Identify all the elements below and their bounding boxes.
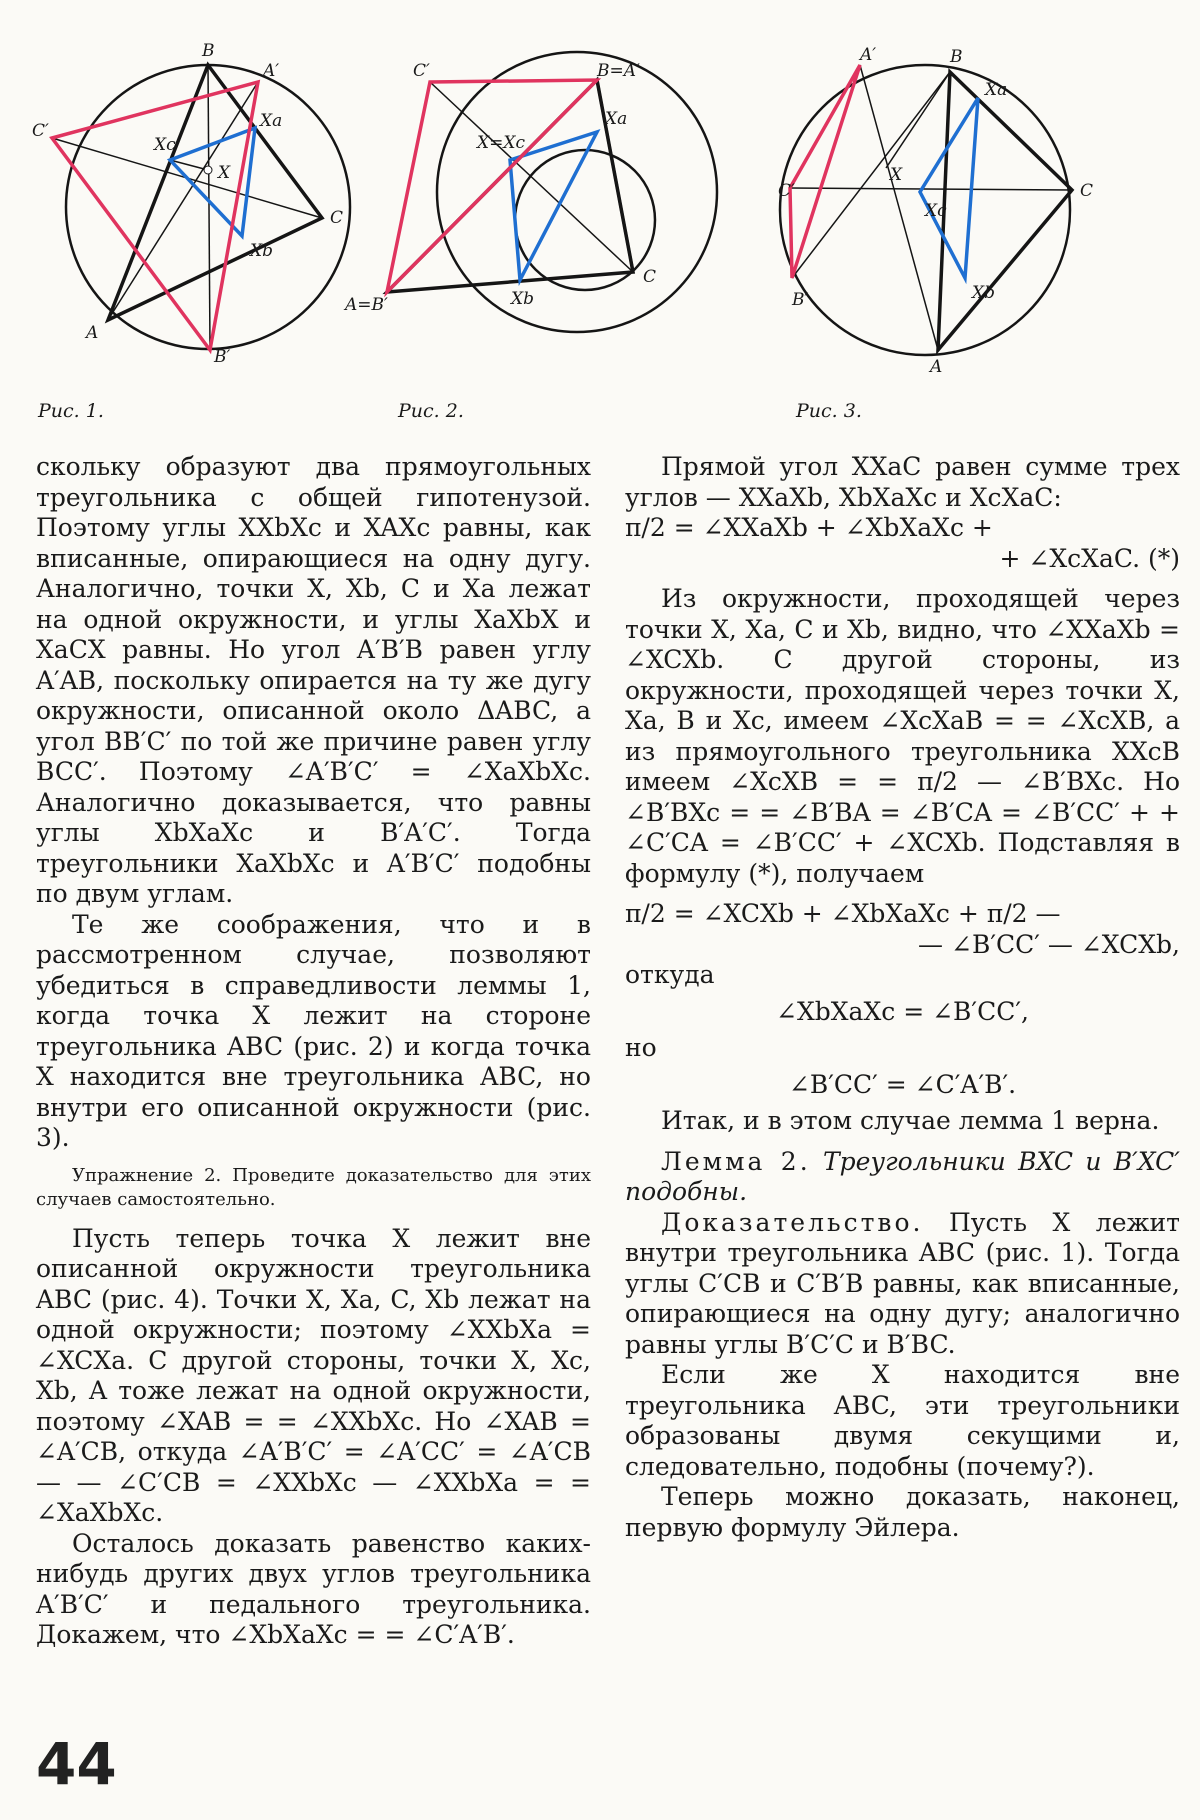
paragraph: Итак, и в этом случае лемма 1 верна. xyxy=(661,1106,1160,1135)
paragraph: скольку образуют два прямоугольных треугольника с общей гипотенузой. Поэтому углы XXbXc и XAXc равны, как вписанные, опирающиеся на одну дугу. Аналогично, точки X, Xb, C и Xa лежат на одной окружности, и углы XaXbX и XaCX равны. Но угол A′B′B равен углу A′AB, поскольку опирается на ту же дугу окружности, описанной около ΔABC, а угол BB′C′ по той же причине равен углу BCC′. Поэтому ∠A′B′C′ = ∠XaXbXc. Аналогично доказывается, что равны углы XbXaXc и B′A′C′. Тогда треугольники XaXbXc и A′B′C′ подобны по двум углам. xyxy=(36,452,591,908)
label: B′ xyxy=(792,290,809,310)
word: откуда xyxy=(625,960,715,989)
proof-label: Доказательство. xyxy=(661,1207,924,1237)
label: Xa xyxy=(260,111,283,131)
paragraph: Пусть теперь точка X лежит вне описанной окружности треугольника ABC (рис. 4). Точки X, Xa, C, Xb лежат на одной окружности; поэтому ∠XXbXa = ∠XCXa. С другой стороны, точки X, Xc, Xb, A тоже лежат на одной окружности, поэтому ∠XAB = = ∠XXbXc. Но ∠XAB = ∠A′CB, откуда ∠A′B′C′ = ∠A′CC′ = ∠A′CB — — ∠C′CB = ∠XXbXc — ∠XXbXa = = ∠XaXbXc. xyxy=(36,1223,591,1527)
paragraph: Те же соображения, что и в рассмотренном случае, позволяют убедиться в справедливости леммы 1, когда точка X лежит на стороне треугольника ABC (рис. 2) и когда точка X находится вне треугольника ABC, но внутри его описанной окружности (рис. 3). xyxy=(36,909,591,1152)
label: B xyxy=(950,47,963,67)
triangle-abc xyxy=(108,65,322,320)
label: B xyxy=(202,41,215,61)
label: A′ xyxy=(263,61,280,81)
page-number: 44 xyxy=(36,1730,117,1798)
label: X xyxy=(218,163,231,183)
figure-1-diagram xyxy=(30,20,370,380)
label: C xyxy=(643,267,657,287)
lemma-label: Лемма 2. xyxy=(661,1146,811,1176)
figure-2 xyxy=(345,20,755,380)
triangle-a1b1c1 xyxy=(387,80,597,292)
label: X xyxy=(890,165,903,185)
exercise: Упражнение 2. Проведите доказательство для этих случаев самостоятельно. xyxy=(36,1164,591,1210)
formula: + ∠XcXaC. (*) xyxy=(999,543,1180,573)
label: B=A′ xyxy=(597,61,640,81)
label: C′ xyxy=(778,181,795,201)
figure-3 xyxy=(778,20,1170,380)
label: A xyxy=(86,323,99,343)
paragraph: Прямой угол XXaC равен сумме трех углов — XXaXb, XbXaXc и XcXaC: xyxy=(625,452,1180,512)
lemma-text: Треугольники BXC и B′XC′ подобны. xyxy=(625,1146,1180,1206)
formula: ∠B′CC′ = ∠C′A′B′. xyxy=(788,1069,1017,1099)
caption-1: Рис. 1. xyxy=(38,400,104,422)
right-column xyxy=(625,452,1180,1543)
triangle-a1b1c1 xyxy=(52,82,258,350)
label: C′ xyxy=(413,61,430,81)
paragraph: Осталось доказать равенство каких-нибудь других двух углов треугольника A′B′C′ и педального треугольника. Докажем, что ∠XbXaXc = = ∠C′A′B′. xyxy=(36,1528,591,1649)
paragraph: Из окружности, проходящей через точки X, Xa, C и Xb, видно, что ∠XXaXb = ∠XCXb. С другой стороны, из окружности, проходящей через точки X, Xa, B и Xc, имеем ∠XcXaB = = ∠XcXB, а из прямоугольного треугольника XXcB имеем ∠XcXB = = π/2 — ∠B′BXc. Но ∠B′BXc = = ∠B′BA = ∠B′CA = ∠B′CC′ + + ∠C′CA = ∠B′CC′ + ∠XCXb. Подставляя в формулу (*), получаем xyxy=(625,584,1180,888)
proof xyxy=(625,1208,1180,1361)
label: Xa xyxy=(605,109,628,129)
pedal-triangle xyxy=(170,128,255,236)
formula: π/2 = ∠XCXb + ∠XbXaXc + π/2 — xyxy=(625,899,1061,928)
formula: π/2 = ∠XXaXb + ∠XbXaXc + xyxy=(625,513,993,542)
paragraph: Если же X находится вне треугольника ABC, эти треугольники образованы двумя секущими и, следовательно, подобны (почему?). xyxy=(625,1360,1180,1481)
label: Xc xyxy=(925,201,947,221)
label: A′ xyxy=(860,45,877,65)
caption-3: Рис. 3. xyxy=(796,400,862,422)
figure-2-diagram xyxy=(345,20,755,380)
formula: — ∠B′CC′ — ∠XCXb, xyxy=(918,929,1180,959)
lemma-2 xyxy=(625,1147,1180,1208)
label: B′ xyxy=(214,347,231,367)
label: C′ xyxy=(32,121,49,141)
label: Xb xyxy=(511,289,534,309)
word: но xyxy=(625,1033,657,1062)
label: Xb xyxy=(250,241,273,261)
label: X=Xc xyxy=(477,133,525,153)
figure-3-diagram xyxy=(778,20,1170,380)
label: A xyxy=(930,357,943,377)
proof-text: Пусть X лежит внутри треугольника ABC (рис. 1). Тогда углы C′CB и C′B′B равны, как вписанные, опирающиеся на одну дугу; аналогично равны углы B′C′C и B′BC. xyxy=(625,1207,1180,1359)
triangle-a1b1c1 xyxy=(790,65,860,278)
label: C xyxy=(1080,181,1094,201)
label: A=B′ xyxy=(345,295,388,315)
triangle-abc xyxy=(938,72,1072,350)
left-column xyxy=(36,452,591,1651)
label: Xc xyxy=(154,135,176,155)
label: C xyxy=(330,208,344,228)
label: Xa xyxy=(985,80,1008,100)
formula: ∠XbXaXc = ∠B′CC′, xyxy=(776,996,1029,1026)
caption-2: Рис. 2. xyxy=(398,400,464,422)
paragraph: Теперь можно доказать, наконец, первую формулу Эйлера. xyxy=(625,1482,1180,1542)
figure-1 xyxy=(30,20,370,380)
label: Xb xyxy=(972,283,995,303)
